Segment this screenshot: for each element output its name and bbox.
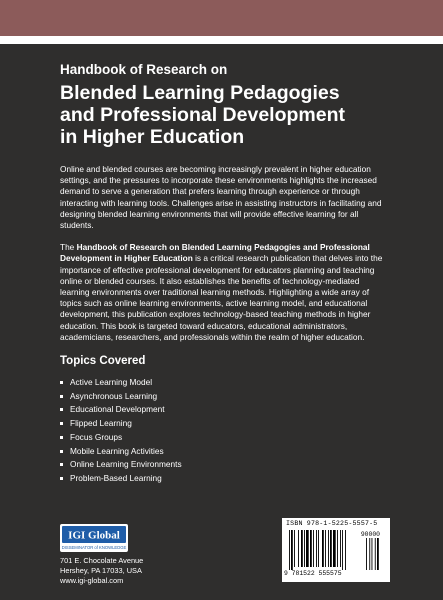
ean-digits: 9 781522 555575 [284,570,342,577]
description-paragraph-2 [60,242,390,343]
barcode-stripe [310,530,312,567]
topic-label: Flipped Learning [70,418,132,429]
topic-label: Educational Development [70,404,165,415]
isbn-label: ISBN 978-1-5225-5557-5 [286,520,378,527]
topic-item [60,403,390,417]
barcode-stripe [318,530,319,567]
publisher-address [60,556,190,586]
cover-content [60,62,390,486]
description-paragraph-1: Online and blended courses are becoming increasingly prevalent in higher education settings, and the pressures to incorporate these environments highlights the increased demand to serve a generation that prefers learning through experience or through interacting with learning tools. Challenges arise in assisting instructors in facilitating and designing blended learning environments that will provide effective learning for all students. [60,164,382,231]
addon-stripe [377,538,379,570]
topic-label: Mobile Learning Activities [70,445,164,456]
publisher-block [60,524,190,586]
barcode-stripe [289,530,290,570]
barcode-stripe [342,530,343,570]
topic-item [60,458,390,472]
addon-stripe [369,538,370,570]
address-city: Hershey, PA 17033, USA [60,566,142,575]
topics-list [60,376,390,486]
bullet-icon [60,477,63,480]
barcode-stripe [304,530,305,567]
logo-tagline: DISSEMINATOR of KNOWLEDGE [61,545,127,550]
topic-item [60,417,390,431]
barcode-stripe [340,530,341,567]
bullet-icon [60,408,63,411]
addon-stripe [375,538,376,570]
logo-text: IGI Global [68,529,120,542]
barcode-stripe [298,530,299,567]
topic-item [60,390,390,404]
white-divider-band [0,36,443,44]
title-prefix: Handbook of Research on [60,62,228,77]
paragraph-2-bold-title: Handbook of Research on Blended Learning Pedagogies and Professional Development in Higher Education [60,242,370,264]
topic-label: Online Learning Environments [70,459,182,470]
topic-label: Problem-Based Learning [70,472,162,483]
barcode-stripe [294,530,295,567]
barcode-stripe [316,530,317,567]
topic-label: Focus Groups [70,431,123,442]
barcode-stripe [325,530,326,567]
bullet-icon [60,463,63,466]
addon-stripe [366,538,367,570]
topic-label: Active Learning Model [70,377,153,388]
bullet-icon [60,395,63,398]
publisher-website: www.igi-global.com [60,576,124,585]
book-title [60,82,390,148]
top-color-band [0,0,443,36]
book-title-line-2: and Professional Development [60,104,345,126]
topic-label: Asynchronous Learning [70,390,158,401]
barcode-bars [288,530,384,570]
bullet-icon [60,422,63,425]
barcode-stripe [306,530,309,567]
bullet-icon [60,450,63,453]
barcode-addon: 90000 [360,531,380,538]
barcode-stripe [291,530,293,570]
address-street: 701 E. Chocolate Avenue [60,556,144,565]
barcode-panel [282,518,390,582]
topic-item [60,472,390,486]
bullet-icon [60,381,63,384]
barcode-stripe [313,530,314,567]
igi-global-logo [60,524,128,552]
paragraph-2-rest: is a critical research publication that delves into the importance of effective professional development for educators planning and teaching online or blended courses. It also establishes the benefits of technology-mediated learning environments over traditional learning methods. Highlighting a wide array of topics such as online learning environments, active learning model, and educational development, this publication explores technology-based teaching methods in higher education. This book is targeted toward educators, educational administrators, academicians, researchers, and professionals within the realm of higher education. [60,253,383,342]
bullet-icon [60,436,63,439]
topic-item [60,445,390,459]
barcode-stripe [322,530,324,567]
topic-item [60,376,390,390]
paragraph-2-lead: The [60,242,77,253]
barcode-stripe [330,530,332,567]
addon-stripe [372,538,373,570]
topic-item [60,431,390,445]
barcode-stripe [333,530,336,567]
barcode-stripe [345,530,346,570]
book-title-line-1: Blended Learning Pedagogies [60,82,340,104]
topics-heading: Topics Covered [60,355,146,368]
barcode-stripe [337,530,338,567]
barcode-stripe [301,530,303,567]
barcode-stripe [328,530,329,567]
book-title-line-3: in Higher Education [60,126,245,148]
